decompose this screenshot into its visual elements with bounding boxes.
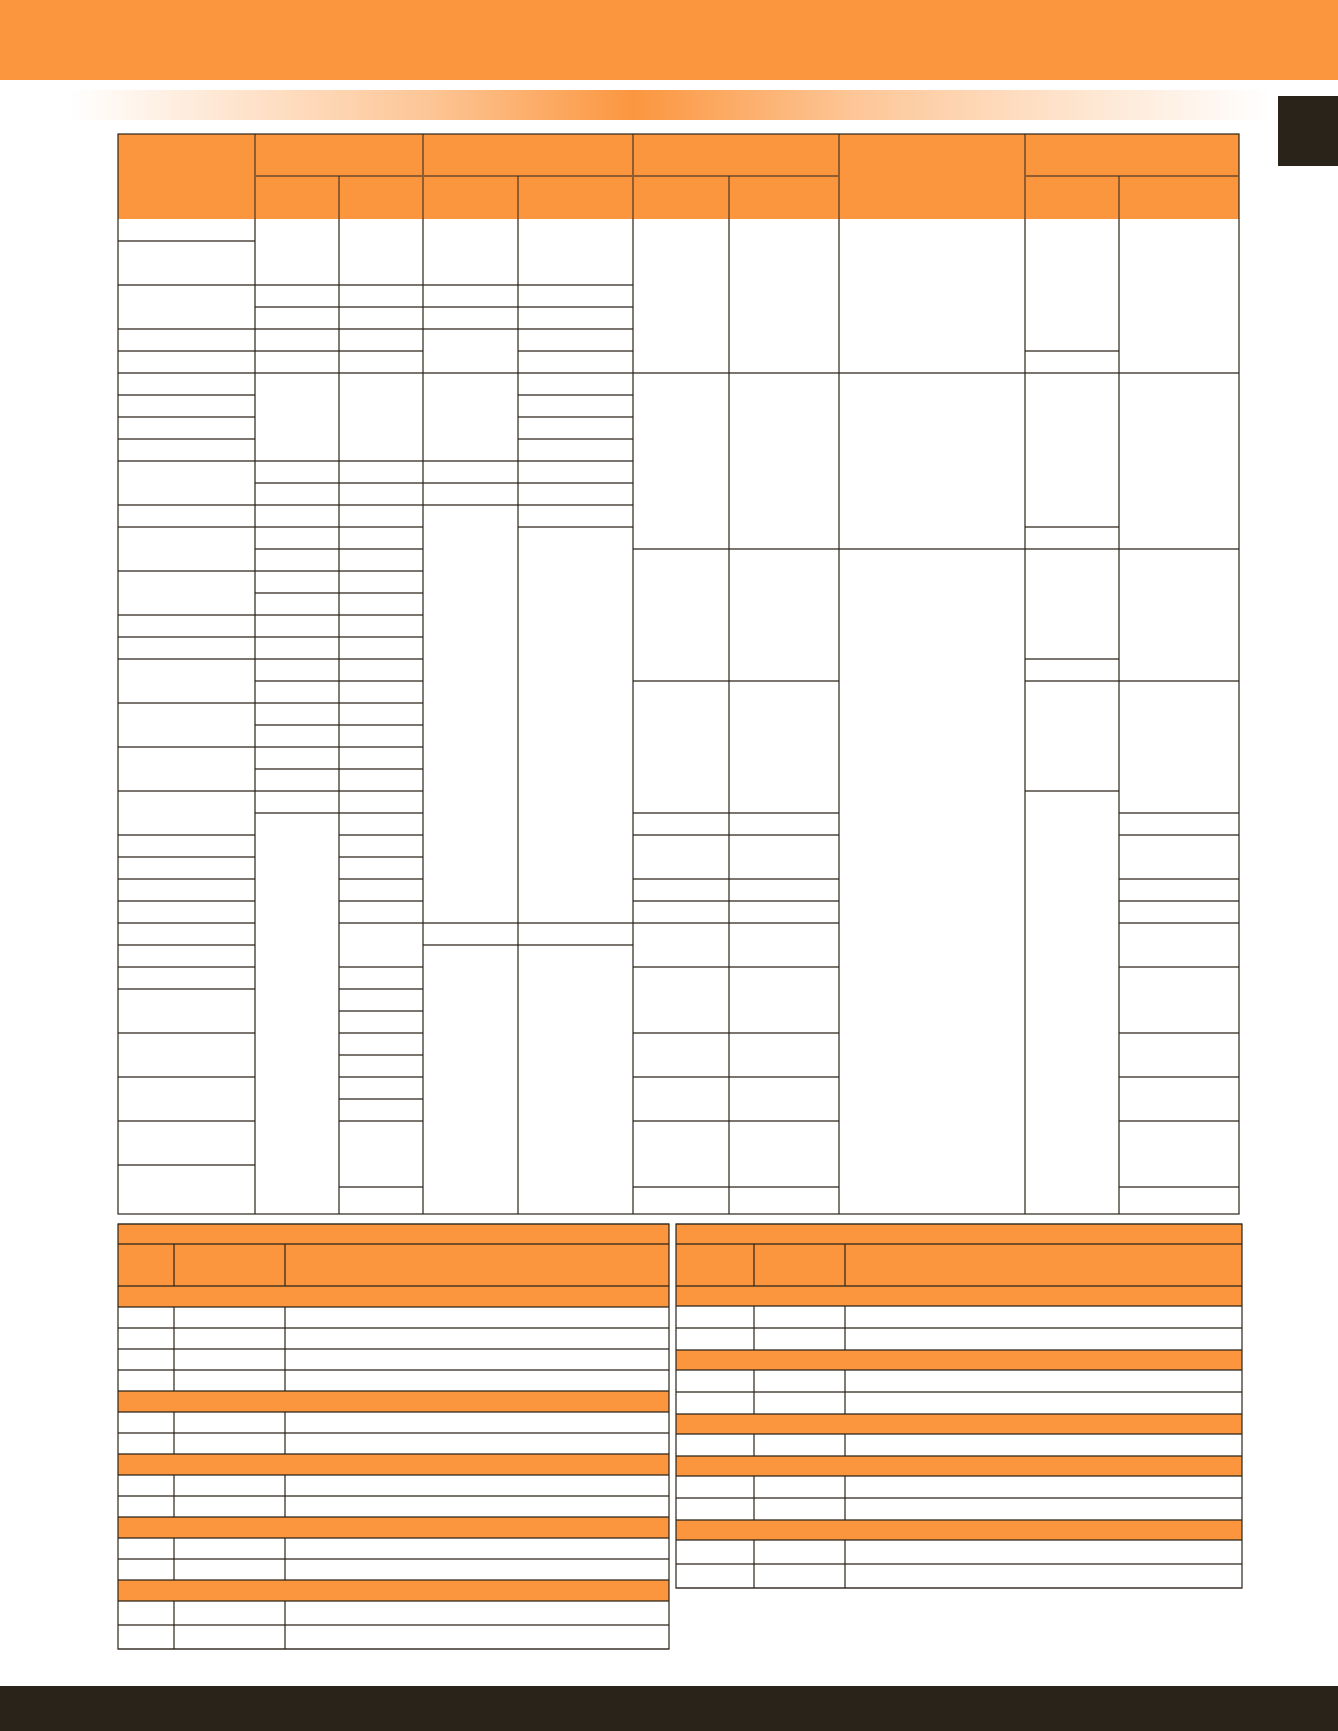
- section-row: [676, 1414, 1242, 1434]
- side-tab: [1278, 96, 1338, 166]
- section-row: [676, 1286, 1242, 1306]
- table-title-row: [118, 1224, 669, 1244]
- table-header-row: [118, 1244, 669, 1286]
- section-row: [676, 1520, 1242, 1540]
- section-row: [118, 1454, 669, 1475]
- top-banner: [0, 0, 1338, 80]
- section-row: [118, 1391, 669, 1412]
- section-row: [118, 1286, 669, 1307]
- footer-bar: [0, 1686, 1338, 1731]
- table-border: [118, 134, 1239, 1214]
- gradient-band: [70, 90, 1270, 120]
- section-row: [118, 1517, 669, 1538]
- section-row: [118, 1580, 669, 1601]
- section-row: [676, 1456, 1242, 1476]
- table-title-row: [676, 1224, 1242, 1244]
- left-table: [118, 1224, 669, 1649]
- right-table: [676, 1224, 1242, 1588]
- main-table: [118, 134, 1239, 1214]
- section-row: [676, 1350, 1242, 1370]
- table-header-row: [676, 1244, 1242, 1286]
